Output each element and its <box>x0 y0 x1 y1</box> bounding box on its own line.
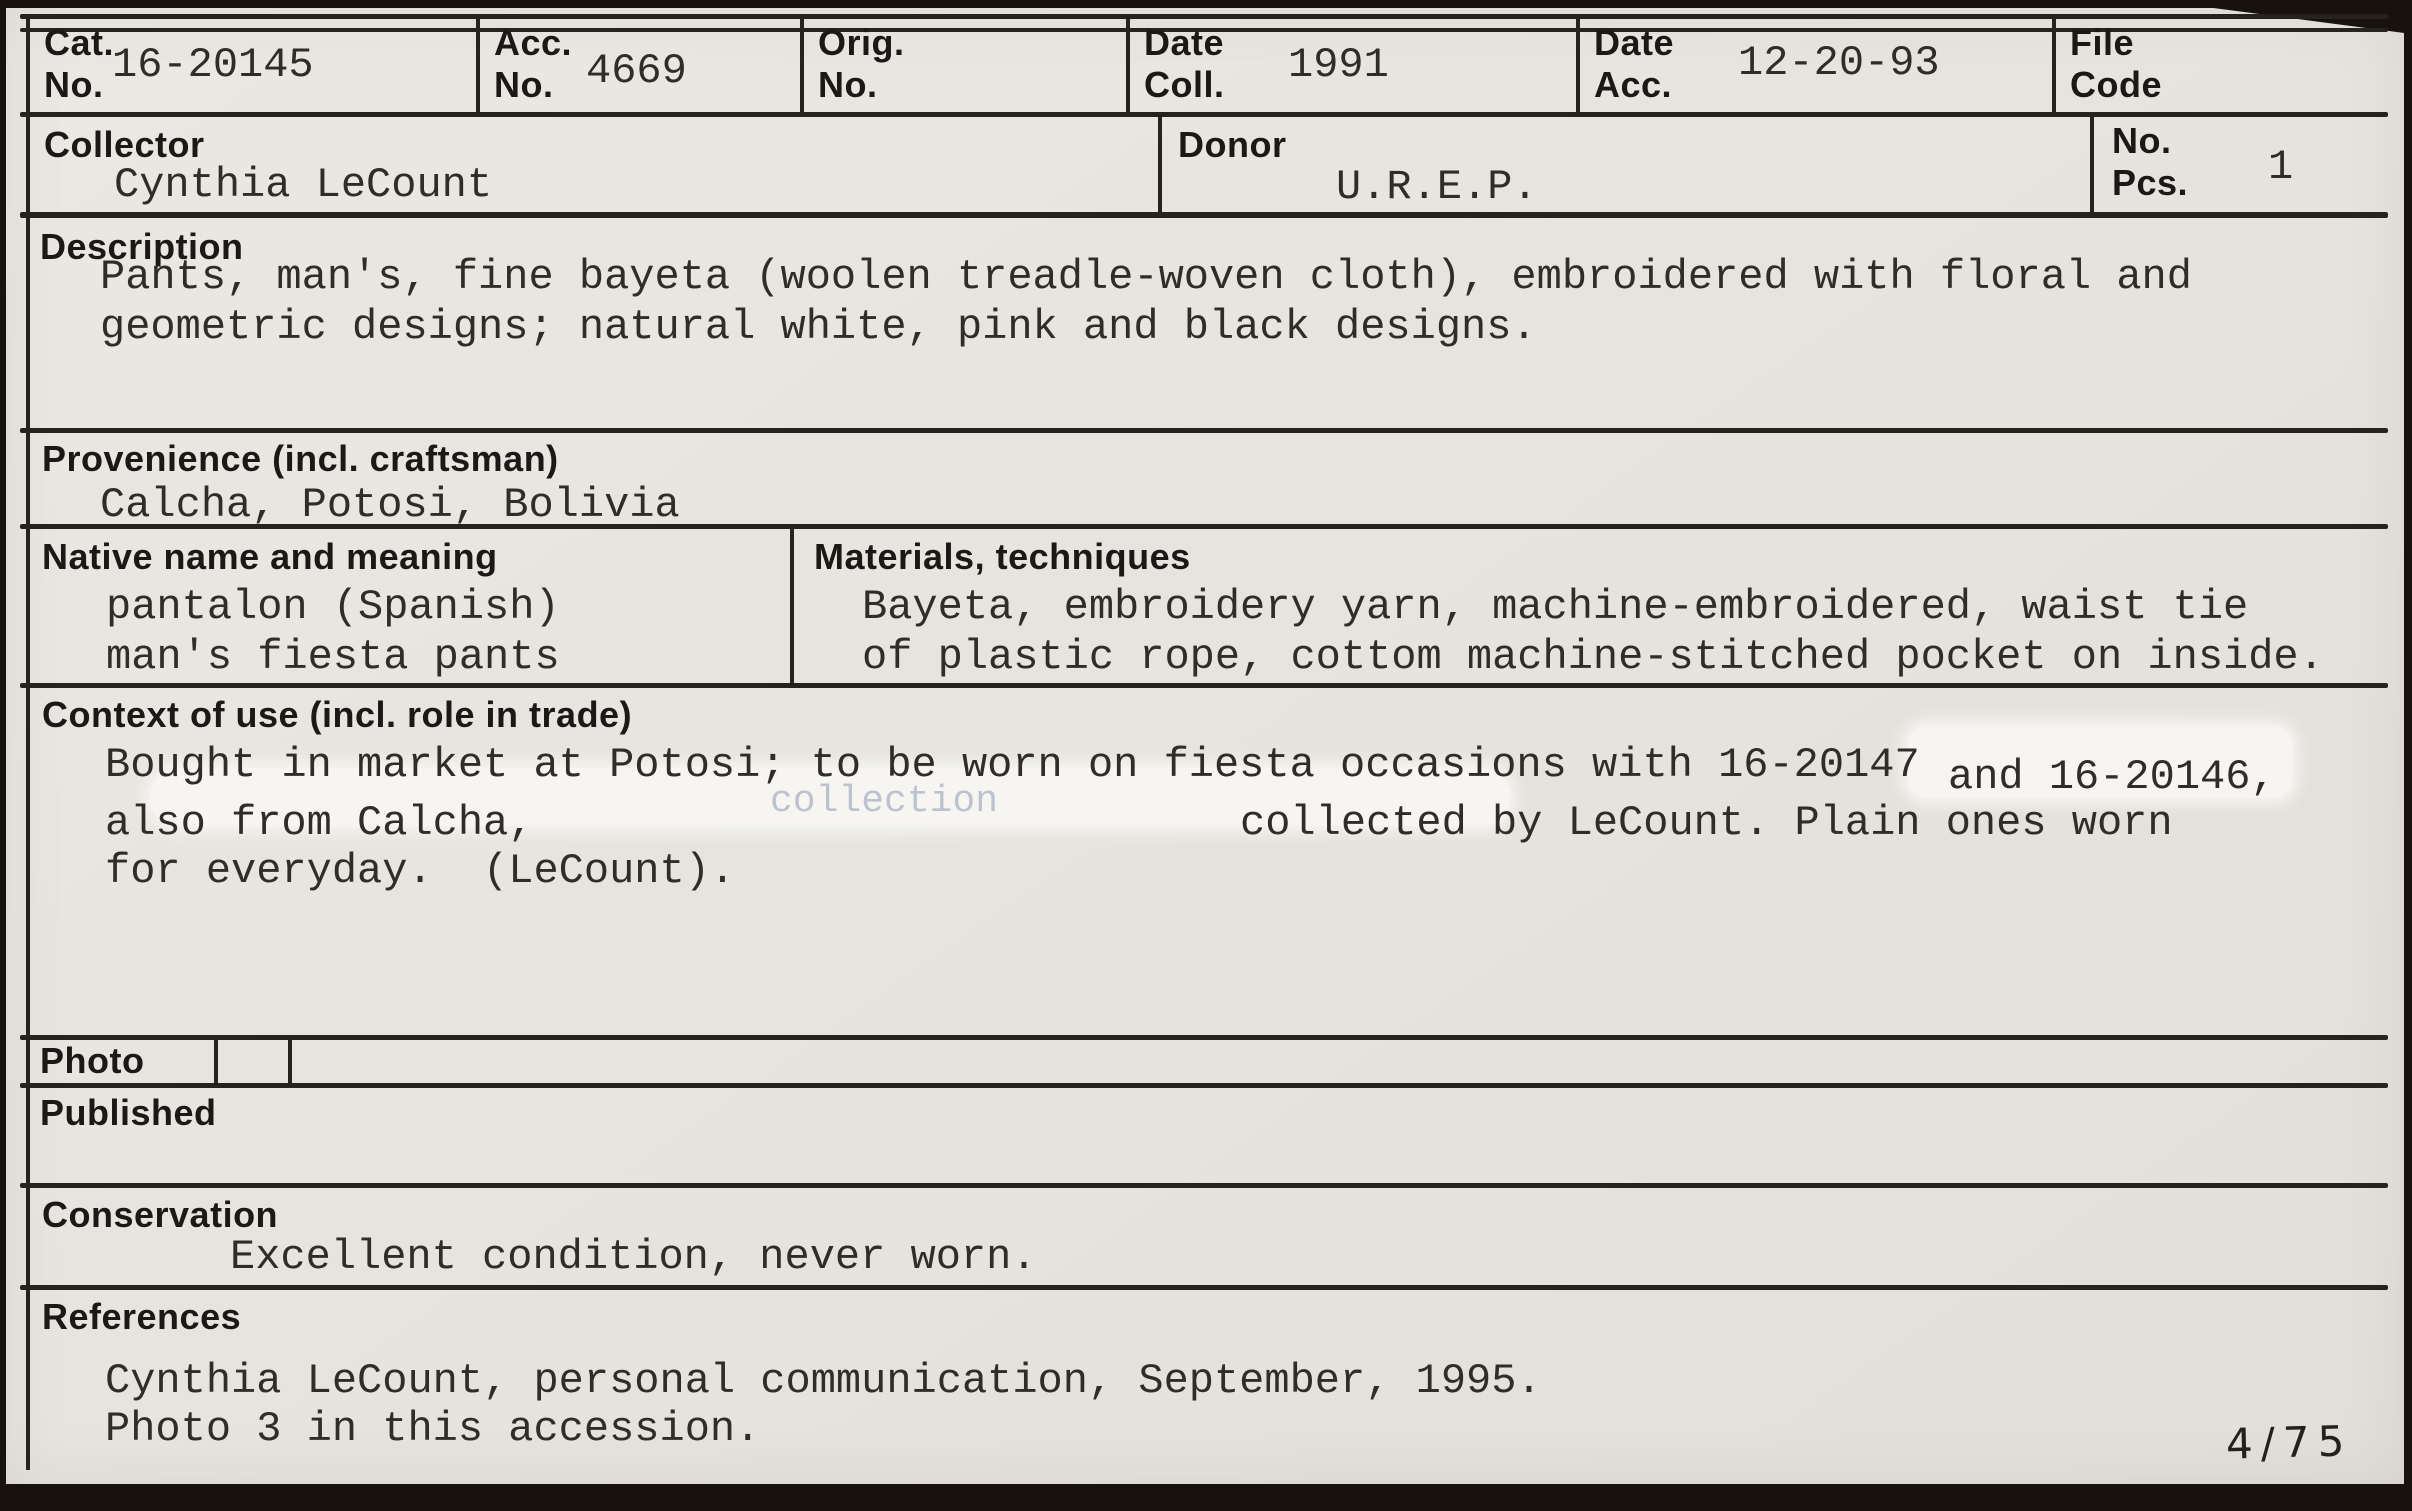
collector-label: Collector <box>44 124 205 165</box>
context-line1a: Bought in market at Potosi; to be worn on fiesta occasions with 16-20147 <box>105 741 1920 789</box>
donor-label: Donor <box>1178 124 1287 165</box>
context-label: Context of use (incl. role in trade) <box>42 694 633 735</box>
date-coll-label-line1: Date <box>1144 22 1225 63</box>
divider-datecoll-dateacc <box>1576 14 1580 116</box>
divider-cat-acc <box>476 14 480 116</box>
no-pcs-label-line1: No. <box>2112 120 2172 161</box>
description-line2: geometric designs; natural white, pink and black designs. <box>100 303 1537 351</box>
divider-dateacc-filecode <box>2052 14 2056 116</box>
donor-value: U.R.E.P. <box>1336 163 1538 211</box>
divider-orig-datecoll <box>1126 14 1130 116</box>
date-acc-label-line2: Acc. <box>1594 64 1673 105</box>
cat-no-value: 16-20145 <box>112 41 314 89</box>
context-line2b: collected by LeCount. Plain ones worn <box>1240 799 2173 847</box>
rule-description-bottom <box>20 428 2388 433</box>
rule-left-border <box>26 14 30 1470</box>
context-line1b: and 16-20146, <box>1948 753 2276 801</box>
divider-acc-orig <box>800 14 804 116</box>
rule-photo-top <box>20 1035 2388 1040</box>
acc-no-label-line2: No. <box>494 64 554 105</box>
file-code-label-line2: Code <box>2070 64 2162 105</box>
rule-materials-bottom <box>20 683 2388 688</box>
acc-no-label-line1: Acc. <box>494 22 573 63</box>
references-line1: Cynthia LeCount, personal communication, September, 1995. <box>105 1357 1542 1405</box>
references-label: References <box>42 1296 242 1337</box>
orig-no-label-line1: Orig. <box>818 22 905 63</box>
description-line1: Pants, man's, fine bayeta (woolen treadle-woven cloth), embroidered with floral and <box>100 253 2192 301</box>
provenience-label: Provenience (incl. craftsman) <box>42 438 559 479</box>
rule-references-top <box>20 1285 2388 1290</box>
no-pcs-label-line2: Pcs. <box>2112 162 2189 203</box>
date-acc-value: 12-20-93 <box>1738 39 1940 87</box>
page-mark-annotation: 4/75 <box>2225 1416 2353 1469</box>
native-name-line2: man's fiesta pants <box>106 633 560 681</box>
divider-collector-donor <box>1158 112 1162 216</box>
acc-no-value: 4669 <box>586 47 687 95</box>
published-label: Published <box>40 1092 217 1133</box>
photo-label: Photo <box>40 1040 145 1081</box>
no-pcs-value: 1 <box>2268 143 2294 191</box>
context-line3: for everyday. (LeCount). <box>105 847 736 895</box>
conservation-value: Excellent condition, never worn. <box>230 1233 1037 1281</box>
orig-no-label-line2: No. <box>818 64 878 105</box>
materials-label: Materials, techniques <box>814 536 1191 577</box>
cat-no-label-line2: No. <box>44 64 104 105</box>
rule-top-outer <box>20 14 2388 19</box>
native-name-line1: pantalon (Spanish) <box>106 583 560 631</box>
provenience-value: Calcha, Potosi, Bolivia <box>100 481 680 529</box>
rule-row1-bottom <box>20 112 2388 117</box>
date-acc-label-line1: Date <box>1594 22 1675 63</box>
description-label: Description <box>40 226 244 267</box>
divider-donor-pieces <box>2090 112 2094 216</box>
collector-value: Cynthia LeCount <box>114 161 493 209</box>
date-coll-value: 1991 <box>1288 41 1389 89</box>
date-coll-label-line2: Coll. <box>1144 64 1225 105</box>
native-name-label: Native name and meaning <box>42 536 498 577</box>
materials-line2: of plastic rope, cottom machine-stitched pocket on inside. <box>862 633 2324 681</box>
materials-line1: Bayeta, embroidery yarn, machine-embroidered, waist tie <box>862 583 2249 631</box>
references-line2: Photo 3 in this accession. <box>105 1405 761 1453</box>
ghost-text-under-whiteout: collection <box>770 780 999 823</box>
context-line2a: also from Calcha, <box>105 799 534 847</box>
photo-cell-tick-2 <box>288 1035 292 1087</box>
rule-conservation-top <box>20 1183 2388 1188</box>
cat-no-label-line1: Cat. <box>44 22 115 63</box>
file-code-label-line1: File <box>2070 22 2135 63</box>
rule-photo-bottom <box>20 1083 2388 1088</box>
conservation-label: Conservation <box>42 1194 279 1235</box>
photo-cell-tick-1 <box>214 1035 218 1087</box>
divider-native-materials <box>790 524 794 687</box>
rule-row2-bottom <box>20 212 2388 218</box>
